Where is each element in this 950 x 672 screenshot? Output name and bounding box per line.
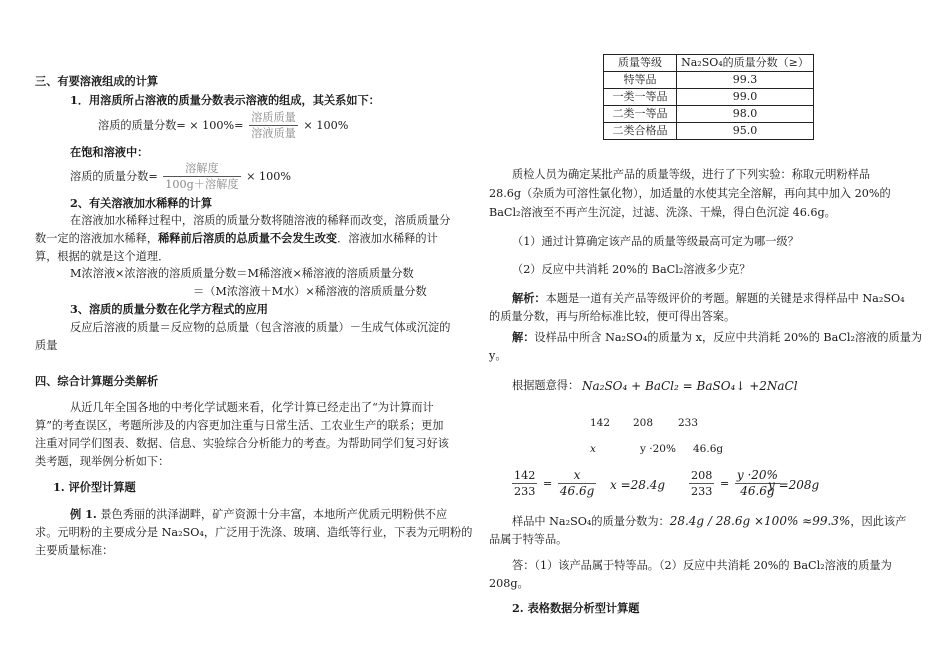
solution-text1: 设样品中所含 Na₂SO₄的质量为 x，反应中共消耗 20%的 BaCl₂溶液的质量为	[534, 331, 923, 344]
table-cell-grade: 一类一等品	[604, 89, 677, 106]
proportion2-right-num: y ·20%	[736, 468, 778, 482]
var-y: y ·20%	[640, 443, 676, 455]
percentage-conclusion: ，因此该产	[850, 515, 907, 528]
problem-line3: BaCl₂溶液至不再产生沉淀，过滤、洗涤、干燥，得白色沉淀 46.6g。	[489, 206, 836, 219]
formula1-suffix: × 100%	[303, 119, 349, 132]
formula2-prefix: 溶质的质量分数=	[70, 170, 158, 183]
molar-mass-233: 233	[678, 417, 699, 429]
answer-line1: 答：（1）该产品属于特等品。（2）反应中共消耗 20%的 BaCl₂溶液的质量为	[512, 559, 892, 572]
intro-line4: 类考题，现举例分析如下：	[35, 455, 170, 468]
percentage-formula: 28.4g / 28.6g ×100% ≈99.3%	[669, 514, 851, 528]
proportion2-left-num: 208	[691, 469, 713, 482]
table-row	[604, 89, 814, 106]
answer-line2: 208g。	[489, 577, 529, 590]
item2-title: 2、有关溶液加水稀释的计算	[70, 196, 213, 210]
example1-text1: 景色秀丽的洪泽湖畔，矿产资源十分丰富，本地所产优质元明粉供不应	[100, 508, 448, 521]
formula-mass-fraction	[98, 110, 348, 141]
table-cell-grade: 特等品	[604, 72, 677, 89]
quality-standard-table	[603, 54, 814, 140]
table-cell-value: 99.3	[677, 72, 814, 89]
formula1-denominator: 溶液质量	[251, 127, 296, 140]
percentage-line2: 品属于特等品。	[489, 533, 568, 546]
var-x: x	[590, 443, 596, 455]
solution-label: 解：	[512, 330, 535, 344]
proportion1-left-num: 142	[514, 469, 536, 482]
intro-line1: 从近几年全国各地的中考化学试题来看，化学计算已经走出了“为计算而计	[70, 401, 434, 414]
solution-line1	[512, 330, 922, 345]
percentage-text: 样品中 Na₂SO₄的质量分数为：	[512, 515, 670, 528]
proportion2-left-den: 233	[691, 485, 713, 498]
problem-line2: 28.6g（杂质为可溶性氯化物），加适量的水使其完全溶解，再向其中加入 20%的	[489, 187, 891, 200]
intro-line3: 注重对同学们图表、数据、信息、实验综合分析能力的考查。为帮助同学们复习好该	[35, 437, 449, 450]
table-row	[604, 72, 814, 89]
table-cell-value: 98.0	[677, 106, 814, 123]
result-y: y =208g	[768, 478, 820, 492]
proportion1-right-den: 46.6g	[559, 484, 595, 498]
table-row	[604, 123, 814, 140]
table-header-cell: Na₂SO₄的质量分数（≥）	[677, 55, 814, 72]
type2-title: 2. 表格数据分析型计算题	[512, 601, 640, 615]
var-precipitate: 46.6g	[693, 443, 724, 455]
reaction-line1: 反应后溶液的质量＝反应物的总质量（包含溶液的质量）－生成气体或沉淀的	[70, 321, 451, 334]
table-header-row	[604, 55, 814, 72]
proportion2-left	[689, 468, 714, 499]
question1: （1）通过计算确定该产品的质量等级最高可定为哪一级？	[512, 235, 799, 248]
table-cell-value: 99.0	[677, 89, 814, 106]
proportion1-left-den: 233	[514, 485, 536, 498]
item1-title: 1．用溶质所占溶液的质量分数表示溶液的组成，其关系如下：	[70, 93, 380, 107]
proportion1-left	[512, 468, 537, 499]
item3-title: 3、溶质的质量分数在化学方程式的应用	[70, 302, 268, 316]
analysis-line1	[512, 291, 905, 306]
percentage-line1	[512, 514, 906, 529]
dilute-line2-bold: 稀释前后溶质的总质量不会发生改变	[158, 231, 338, 245]
example1-label: 例 1.	[70, 507, 97, 521]
proportion1: $\frac{142}{233}$ = $\frac{x}{46.6g}$	[514, 468, 595, 498]
dilute-line2a: 数一定的溶液加水稀释，	[35, 232, 159, 245]
problem-line1: 质检人员为确定某批产品的质量等级，进行了下列实验：称取元明粉样品	[512, 168, 871, 181]
dilute-line2c: ．溶液加水稀释的计	[337, 232, 438, 245]
type1-title: 1. 评价型计算题	[53, 480, 136, 494]
equation-intro: 根据题意得：	[512, 379, 580, 392]
dilute-equation2: ＝（M浓溶液＋M水）×稀溶液的溶质质量分数	[193, 285, 427, 298]
formula2-denominator: 100g＋溶解度	[165, 178, 239, 191]
dilute-line3: 算，根据的就是这个道理．	[35, 250, 170, 263]
formula-saturated	[70, 161, 291, 192]
chemical-equation: Na₂SO₄ + BaCl₂ = BaSO₄↓ +2NaCl	[582, 379, 798, 393]
proportion2: $\frac{208}{233}$ = $\frac{y \cdot 20\%}{46.6g}$	[691, 468, 778, 498]
table-cell-grade: 二类合格品	[604, 123, 677, 140]
example1-line3: 主要质量标准：	[35, 544, 114, 557]
question2: （2）反应中共消耗 20%的 BaCl₂溶液多少克？	[512, 263, 751, 276]
dilute-line2	[35, 231, 438, 246]
section4-title: 四、综合计算题分类解析	[35, 374, 159, 388]
proportion1-right	[558, 468, 596, 499]
formula1-prefix: 溶质的质量分数= × 100%=	[98, 119, 244, 132]
table-header-cell: 质量等级	[604, 55, 677, 72]
molar-mass-142: 142	[590, 417, 611, 429]
proportion2-right-den: 46.6g	[735, 483, 780, 499]
solution-line2: y。	[489, 349, 507, 362]
table-cell-value: 95.0	[677, 123, 814, 140]
saturated-label: 在饱和溶液中：	[70, 145, 149, 159]
proportion1-right-num: x	[573, 468, 581, 482]
table-row	[604, 106, 814, 123]
example1-line2: 求。元明粉的主要成分是 Na₂SO₄，广泛用于洗涤、玻璃、造纸等行业，下表为元明粉的	[35, 526, 473, 539]
table-cell-grade: 二类一等品	[604, 106, 677, 123]
formula2-suffix: × 100%	[246, 170, 291, 183]
formula2-fraction	[163, 161, 240, 192]
formula2-numerator: 溶解度	[185, 162, 219, 175]
molar-mass-208: 208	[633, 417, 654, 429]
dilute-equation1: M浓溶液×浓溶液的溶质质量分数＝M稀溶液×稀溶液的溶质质量分数	[70, 267, 414, 280]
result-x: x =28.4g	[610, 478, 666, 492]
analysis-text1: 本题是一道有关产品等级评价的考题。解题的关键是求得样品中 Na₂SO₄	[545, 292, 905, 305]
analysis-label: 解析：	[512, 291, 546, 305]
analysis-line2: 的质量分数，再与所给标准比较，便可得出答案。	[489, 310, 736, 323]
formula1-fraction	[249, 110, 298, 141]
intro-line2: 算”的考查误区，考题所涉及的内容更加注重与日常生活、工农业生产的联系；更加	[35, 419, 444, 432]
reaction-line2: 质量	[35, 339, 58, 352]
formula1-numerator: 溶质质量	[251, 111, 296, 124]
example1-line1	[70, 507, 447, 522]
dilute-line1: 在溶液加水稀释过程中，溶质的质量分数将随溶液的稀释而改变，溶质质量分	[70, 214, 451, 227]
section3-title: 三、有要溶液组成的计算	[35, 74, 159, 88]
